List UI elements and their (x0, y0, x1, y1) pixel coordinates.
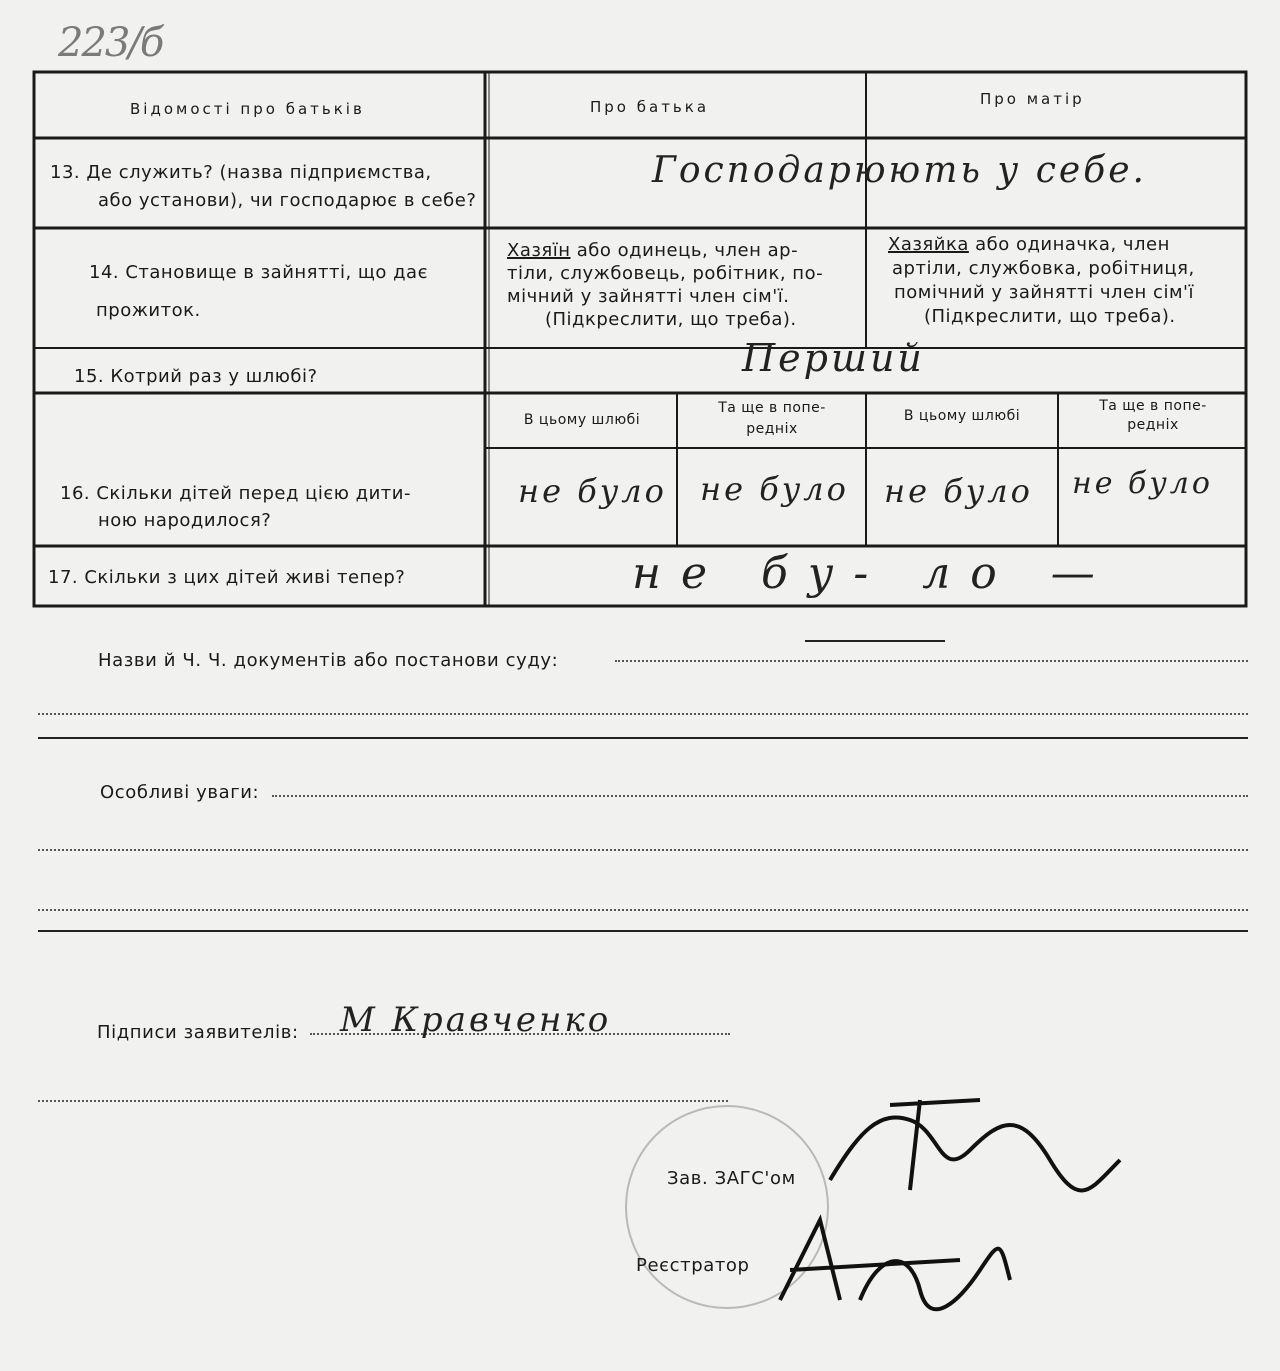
row14-label-2: прожиток. (96, 300, 201, 321)
row15-label: 15. Котрий раз у шлюбі? (74, 366, 318, 387)
registrar-signature (760, 1210, 1020, 1320)
row14-mother-line1-rest: або одиначка, член (968, 234, 1170, 255)
row14-father-line4: (Підкреслити, що треба). (545, 309, 797, 330)
row13-label-1: 13. Де служить? (назва підприємства, (50, 162, 432, 183)
row16-sub-prev-mother-1: Та ще в попе- (1099, 398, 1207, 414)
signatures-line-2 (38, 1100, 728, 1102)
head-signature (820, 1090, 1140, 1210)
row14-mother-line4: (Підкреслити, що треба). (924, 306, 1176, 327)
row16-sub-this-mother: В цьому шлюбі (903, 408, 1021, 424)
row14-mother-underlined: Хазяйка (888, 234, 969, 255)
header-father: Про батька (590, 98, 710, 116)
row14-mother-line1 (888, 234, 1170, 257)
row14-father-line2: тіли, службовець, робітник, по- (507, 263, 824, 284)
row16-sub-this-father: В цьому шлюбі (523, 412, 641, 428)
row14-father-line3: мічний у зайнятті член сім'ї. (507, 286, 790, 307)
row14-label-1: 14. Становище в зайнятті, що дає (89, 262, 428, 283)
documents-line-1 (615, 660, 1248, 662)
row17-label: 17. Скільки з цих дітей живі тепер? (48, 567, 406, 588)
head-label: Зав. ЗАГС'ом (667, 1168, 796, 1189)
row13-answer: Господарюють у себе. (652, 150, 1147, 191)
row14-father-line1 (507, 240, 798, 263)
documents-line-2 (38, 713, 1248, 715)
row16-sub-prev-father-2: редніх (746, 421, 798, 437)
remarks-label: Особливі уваги: (100, 782, 260, 803)
row14-father-underlined: Хазяїн (507, 240, 571, 261)
row16-answer-mother-this: не було (884, 472, 1033, 510)
short-divider (805, 640, 945, 642)
applicant-signature: М Кравченко (340, 1000, 612, 1040)
row16-label-2: ною народилося? (98, 510, 272, 531)
row16-answer-father-prev: не було (700, 470, 849, 508)
page-number: 223/б (58, 20, 163, 66)
row14-mother-line3: помічний у зайнятті член сім'ї (894, 282, 1194, 303)
documents-label: Назви й Ч. Ч. документів або постанови суду: (98, 650, 559, 671)
remarks-line-1 (272, 795, 1248, 797)
remarks-rule (38, 930, 1248, 932)
remarks-line-3 (38, 909, 1248, 911)
row16-answer-father-this: не було (518, 472, 667, 510)
header-mother: Про матір (980, 90, 1085, 108)
row17-answer: не бу- ло — (632, 548, 1115, 599)
row16-sub-prev-mother-2: редніх (1127, 417, 1179, 433)
documents-rule (38, 737, 1248, 739)
row14-mother-line2: артіли, службовка, робітниця, (892, 258, 1195, 279)
registrar-label: Реєстратор (636, 1255, 750, 1276)
remarks-line-2 (38, 849, 1248, 851)
row13-label-2: або установи), чи господарює в себе? (98, 190, 477, 211)
row14-father-line1-rest: або одинець, член ар- (570, 240, 799, 261)
signatures-label: Підписи заявителів: (97, 1022, 299, 1043)
row16-sub-prev-father-1: Та ще в попе- (718, 400, 826, 416)
row16-answer-mother-prev: не було (1072, 466, 1213, 501)
row16-label-1: 16. Скільки дітей перед цією дити- (60, 483, 411, 504)
parents-info-table (32, 70, 1248, 608)
header-info: Відомості про батьків (130, 100, 365, 118)
row15-answer: Перший (742, 336, 925, 380)
